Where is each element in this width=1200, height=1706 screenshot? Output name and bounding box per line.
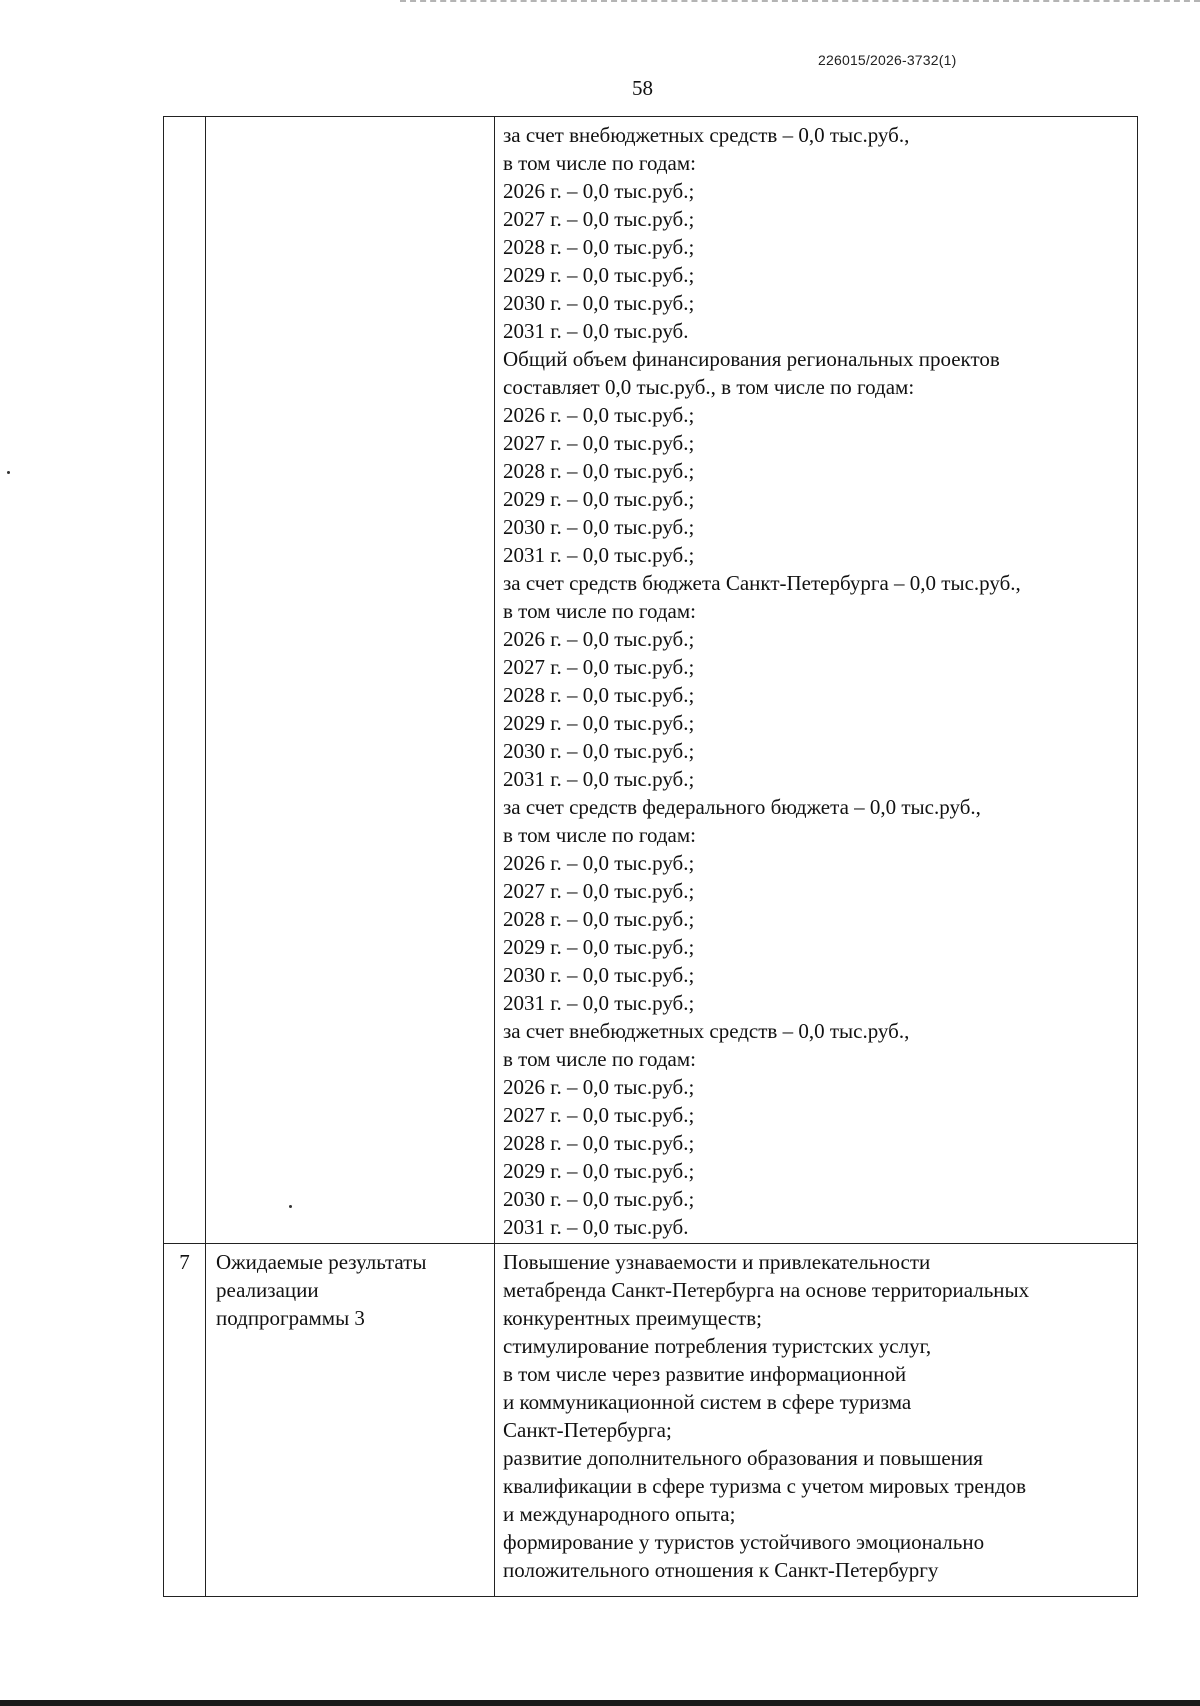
text-line: и международного опыта;	[503, 1502, 736, 1526]
text-line: 2026 г. – 0,0 тыс.руб.;	[503, 851, 695, 875]
financing-details-cell	[495, 117, 1138, 1244]
text-line: конкурентных преимуществ;	[503, 1306, 762, 1330]
text-line: 2026 г. – 0,0 тыс.руб.;	[503, 1075, 695, 1099]
scan-speck	[7, 471, 10, 474]
text-line: 2029 г. – 0,0 тыс.руб.;	[503, 487, 695, 511]
text-line: 2030 г. – 0,0 тыс.руб.;	[503, 739, 695, 763]
label-line: Ожидаемые результаты	[216, 1250, 427, 1274]
text-line: 2031 г. – 0,0 тыс.руб.;	[503, 543, 695, 567]
text-line: 2029 г. – 0,0 тыс.руб.;	[503, 1159, 695, 1183]
row-number-cell	[164, 117, 206, 1244]
text-line: 2026 г. – 0,0 тыс.руб.;	[503, 179, 695, 203]
expected-results-cell	[495, 1244, 1138, 1597]
table-row	[164, 1244, 1138, 1597]
text-line: за счет средств бюджета Санкт-Петербурга – 0,0 тыс.руб.,	[503, 571, 1021, 595]
text-line: стимулирование потребления туристских услуг,	[503, 1334, 932, 1358]
scan-edge-top	[400, 0, 1200, 5]
text-line: 2026 г. – 0,0 тыс.руб.;	[503, 627, 695, 651]
program-passport-table	[163, 116, 1138, 1597]
text-line: квалификации в сфере туризма с учетом мировых трендов	[503, 1474, 1027, 1498]
label-line: подпрограммы 3	[216, 1306, 365, 1330]
text-line: в том числе по годам:	[503, 823, 696, 847]
row-label-cell	[206, 117, 495, 1244]
text-line: 2027 г. – 0,0 тыс.руб.;	[503, 879, 695, 903]
text-line: 2027 г. – 0,0 тыс.руб.;	[503, 207, 695, 231]
text-line: Санкт-Петербурга;	[503, 1418, 672, 1442]
text-line: и коммуникационной систем в сфере туризма	[503, 1390, 912, 1414]
label-line: реализации	[216, 1278, 319, 1302]
row-number-cell: 7	[164, 1244, 206, 1597]
text-line: 2028 г. – 0,0 тыс.руб.;	[503, 235, 695, 259]
text-line: 2028 г. – 0,0 тыс.руб.;	[503, 459, 695, 483]
document-id: 226015/2026-3732(1)	[818, 52, 957, 68]
text-line: Повышение узнаваемости и привлекательности	[503, 1250, 931, 1274]
text-line: 2028 г. – 0,0 тыс.руб.;	[503, 683, 695, 707]
text-line: 2028 г. – 0,0 тыс.руб.;	[503, 1131, 695, 1155]
text-line: 2030 г. – 0,0 тыс.руб.;	[503, 1187, 695, 1211]
text-line: 2031 г. – 0,0 тыс.руб.;	[503, 767, 695, 791]
text-line: за счет внебюджетных средств – 0,0 тыс.руб.,	[503, 1019, 910, 1043]
scan-edge-bottom	[0, 1700, 1200, 1706]
text-line: в том числе через развитие информационной	[503, 1362, 907, 1386]
table-row	[164, 117, 1138, 1244]
text-line: 2027 г. – 0,0 тыс.руб.;	[503, 655, 695, 679]
text-line: 2030 г. – 0,0 тыс.руб.;	[503, 515, 695, 539]
text-line: 2029 г. – 0,0 тыс.руб.;	[503, 711, 695, 735]
text-line: 2029 г. – 0,0 тыс.руб.;	[503, 935, 695, 959]
text-line: формирование у туристов устойчивого эмоционально	[503, 1530, 985, 1554]
text-line: за счет внебюджетных средств – 0,0 тыс.руб.,	[503, 123, 910, 147]
text-line: 2031 г. – 0,0 тыс.руб.	[503, 1215, 689, 1239]
text-line: 2031 г. – 0,0 тыс.руб.	[503, 319, 689, 343]
text-line: 2026 г. – 0,0 тыс.руб.;	[503, 403, 695, 427]
text-line: Общий объем финансирования региональных проектов	[503, 347, 1000, 371]
financing-lines	[503, 121, 1129, 1241]
text-line: 2029 г. – 0,0 тыс.руб.;	[503, 263, 695, 287]
text-line: 2027 г. – 0,0 тыс.руб.;	[503, 431, 695, 455]
page-number: 58	[632, 76, 653, 100]
text-line: 2027 г. – 0,0 тыс.руб.;	[503, 1103, 695, 1127]
text-line: за счет средств федерального бюджета – 0,0 тыс.руб.,	[503, 795, 981, 819]
text-line: в том числе по годам:	[503, 1047, 696, 1071]
text-line: метабренда Санкт-Петербурга на основе территориальных	[503, 1278, 1030, 1302]
text-line: составляет 0,0 тыс.руб., в том числе по годам:	[503, 375, 915, 399]
text-line: 2028 г. – 0,0 тыс.руб.;	[503, 907, 695, 931]
text-line: 2030 г. – 0,0 тыс.руб.;	[503, 963, 695, 987]
text-line: 2031 г. – 0,0 тыс.руб.;	[503, 991, 695, 1015]
text-line: в том числе по годам:	[503, 151, 696, 175]
row-label-cell	[206, 1244, 495, 1597]
text-line: в том числе по годам:	[503, 599, 696, 623]
text-line: развитие дополнительного образования и повышения	[503, 1446, 983, 1470]
text-line: положительного отношения к Санкт-Петербургу	[503, 1558, 939, 1582]
expected-results-lines	[503, 1248, 1129, 1584]
text-line: 2030 г. – 0,0 тыс.руб.;	[503, 291, 695, 315]
